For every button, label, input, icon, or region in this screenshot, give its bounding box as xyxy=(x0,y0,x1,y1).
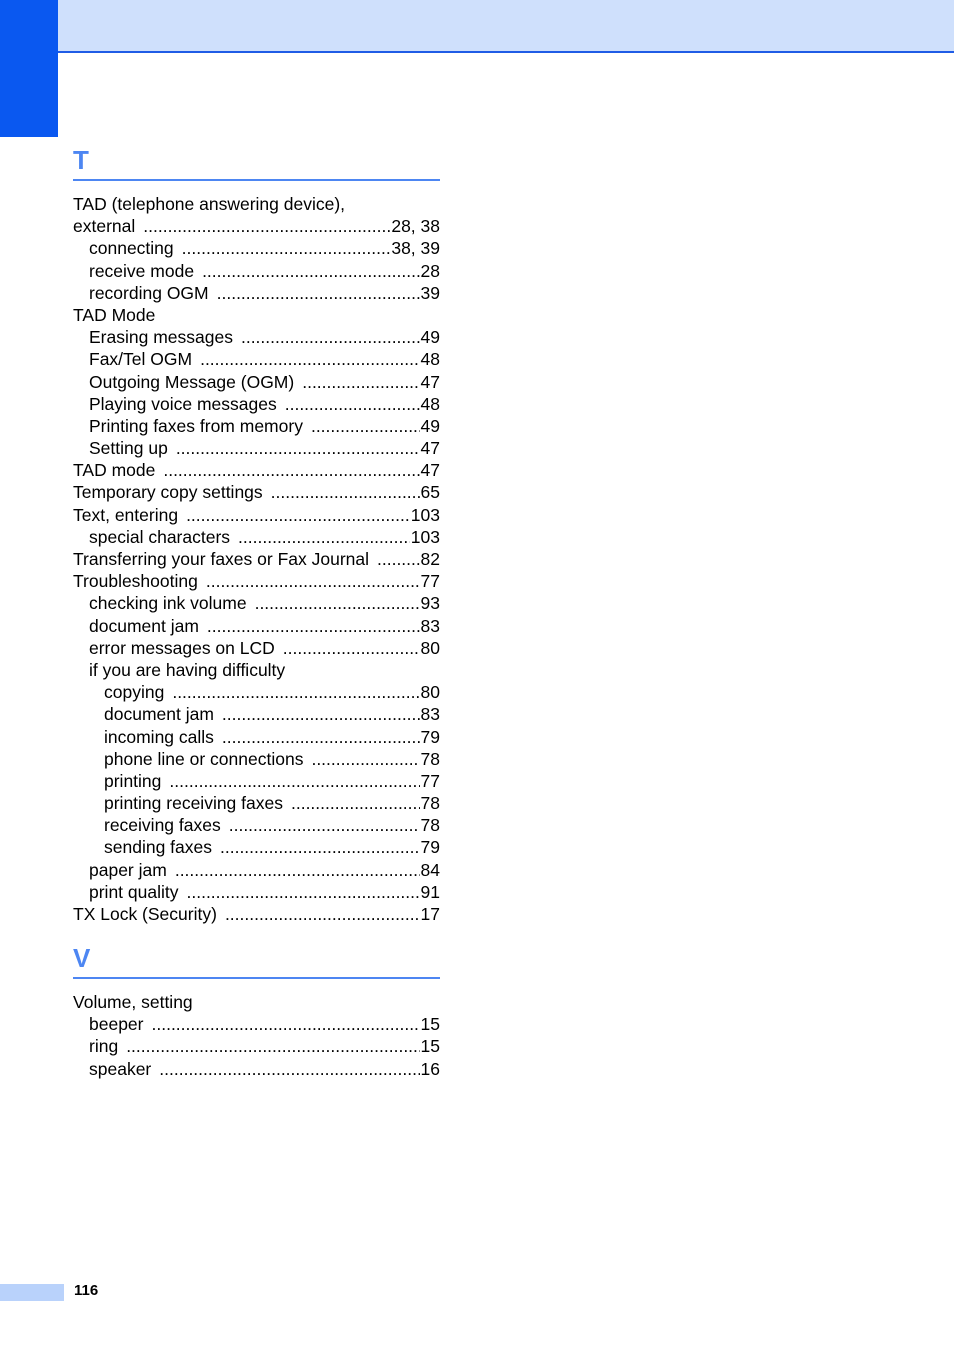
index-entry: printing receiving faxes ..... 78 xyxy=(73,792,440,814)
index-entry: TAD (telephone answering device), xyxy=(73,194,346,214)
index-entry: paper jam ..... 84 xyxy=(73,859,440,881)
index-entry: connecting ..... 38, 39 xyxy=(73,237,440,259)
index-entry: error messages on LCD ..... 80 xyxy=(73,637,440,659)
header-band xyxy=(58,0,954,53)
index-entry: Temporary copy settings ..... 65 xyxy=(73,481,440,503)
index-entry: document jam ..... 83 xyxy=(73,703,440,725)
index-entry: Erasing messages ..... 49 xyxy=(73,326,440,348)
index-entry: Printing faxes from memory ..... 49 xyxy=(73,415,440,437)
index-entry: Setting up ..... 47 xyxy=(73,437,440,459)
index-entry: receiving faxes ..... 78 xyxy=(73,814,440,836)
index-entry: Playing voice messages ..... 48 xyxy=(73,393,440,415)
index-entry: TX Lock (Security) ..... 17 xyxy=(73,903,440,925)
index-section-t xyxy=(73,144,440,925)
index-entries-t xyxy=(73,193,440,925)
index-entry: incoming calls ..... 79 xyxy=(73,726,440,748)
index-entry: recording OGM ..... 39 xyxy=(73,282,440,304)
index-entry: document jam ..... 83 xyxy=(73,615,440,637)
index-entry: Text, entering ..... 103 xyxy=(73,504,440,526)
index-entry: Troubleshooting ..... 77 xyxy=(73,570,440,592)
footer-band xyxy=(0,1284,64,1301)
index-entry: TAD mode ..... 47 xyxy=(73,459,440,481)
index-entry: external ..... 28, 38 xyxy=(73,215,440,237)
section-rule xyxy=(73,977,440,979)
index-entry: ring ..... 15 xyxy=(73,1035,440,1057)
index-entry: Volume, setting xyxy=(73,992,193,1012)
index-entry: phone line or connections ..... 78 xyxy=(73,748,440,770)
section-rule xyxy=(73,179,440,181)
index-entry: receive mode ..... 28 xyxy=(73,260,440,282)
index-entry: checking ink volume ..... 93 xyxy=(73,592,440,614)
index-entry: if you are having difficulty xyxy=(89,659,286,680)
index-entry: TAD Mode xyxy=(73,304,156,325)
index-entry: copying ..... 80 xyxy=(73,681,440,703)
index-entry: Outgoing Message (OGM) ..... 47 xyxy=(73,371,440,393)
index-entry: sending faxes ..... 79 xyxy=(73,836,440,858)
index-entry: Fax/Tel OGM ..... 48 xyxy=(73,348,440,370)
index-section-v xyxy=(73,942,440,1080)
index-entry: beeper ..... 15 xyxy=(73,1013,440,1035)
index-entry: speaker ..... 16 xyxy=(73,1058,440,1080)
section-letter-t: T xyxy=(73,145,89,175)
index-entry: print quality ..... 91 xyxy=(73,881,440,903)
index-entry: Transferring your faxes or Fax Journal ..... 82 xyxy=(73,548,440,570)
section-letter-v: V xyxy=(73,943,91,973)
chapter-tab xyxy=(0,0,58,137)
index-entry: printing ..... 77 xyxy=(73,770,440,792)
index-entries-v xyxy=(73,991,440,1080)
page-number: 116 xyxy=(74,1282,99,1299)
index-entry: special characters ..... 103 xyxy=(73,526,440,548)
